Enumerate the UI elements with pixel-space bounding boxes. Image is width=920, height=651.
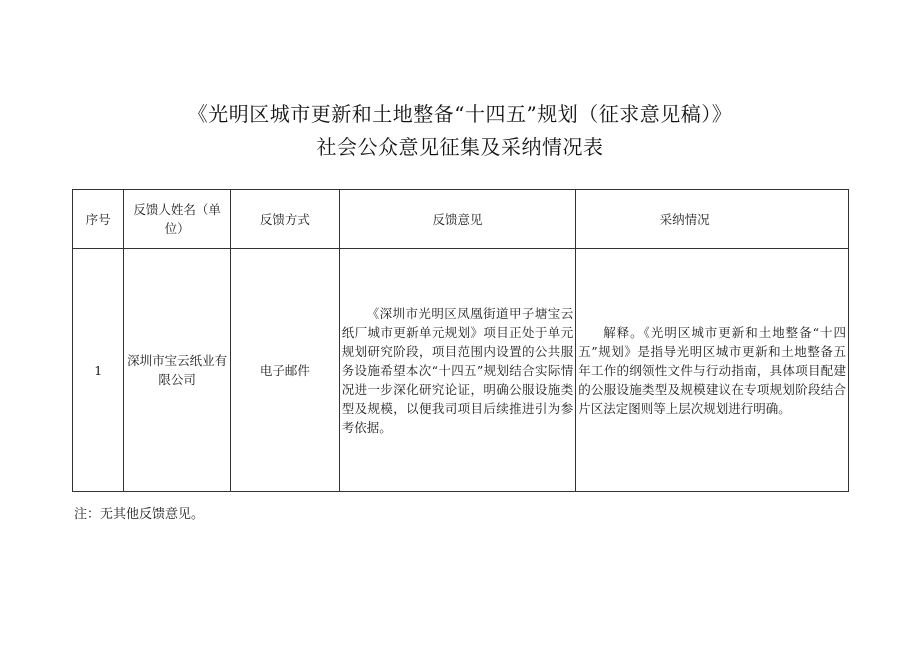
header-adoption <box>576 190 849 249</box>
feedback-table <box>72 189 849 492</box>
header-name: 反馈人姓名（单位） <box>124 190 231 249</box>
adoption-text: 解释。《光明区城市更新和土地整备“十四五”规划》是指导光明区城市更新和土地整备五年工作的纲领性文件与行动指南，具体项目配建的公服设施类型及规模建议在专项规划阶段结合片区法定图则等上层次规划进行明确。 <box>578 324 846 416</box>
header-method: 反馈方式 <box>231 190 340 249</box>
cell-adoption <box>576 249 849 492</box>
header-adoption-label: 采纳情况 <box>659 211 710 227</box>
document-title-line2: 社会公众意见征集及采纳情况表 <box>316 135 604 159</box>
cell-name: 深圳市宝云纸业有限公司 <box>124 249 231 492</box>
document-title-line1: 《光明区城市更新和土地整备“十四五”规划（征求意见稿）》 <box>187 102 733 126</box>
table-header-row <box>73 190 849 249</box>
cell-method: 电子邮件 <box>231 249 340 492</box>
cell-opinion <box>339 249 576 492</box>
header-opinion: 反馈意见 <box>339 190 576 249</box>
header-index: 序号 <box>73 190 124 249</box>
table-row <box>73 249 849 492</box>
cell-index: 1 <box>73 249 124 492</box>
footnote: 注：无其他反馈意见。 <box>74 507 205 522</box>
opinion-text: 《深圳市光明区凤凰街道甲子塘宝云纸厂城市更新单元规划》项目正处于单元规划研究阶段，项目范围内设置的公共服务设施希望本次“十四五”规划结合实际情况进一步深化研究论证，明确公服设施类型及规模，以便我司项目后续推进引为参考依据。 <box>341 305 574 435</box>
